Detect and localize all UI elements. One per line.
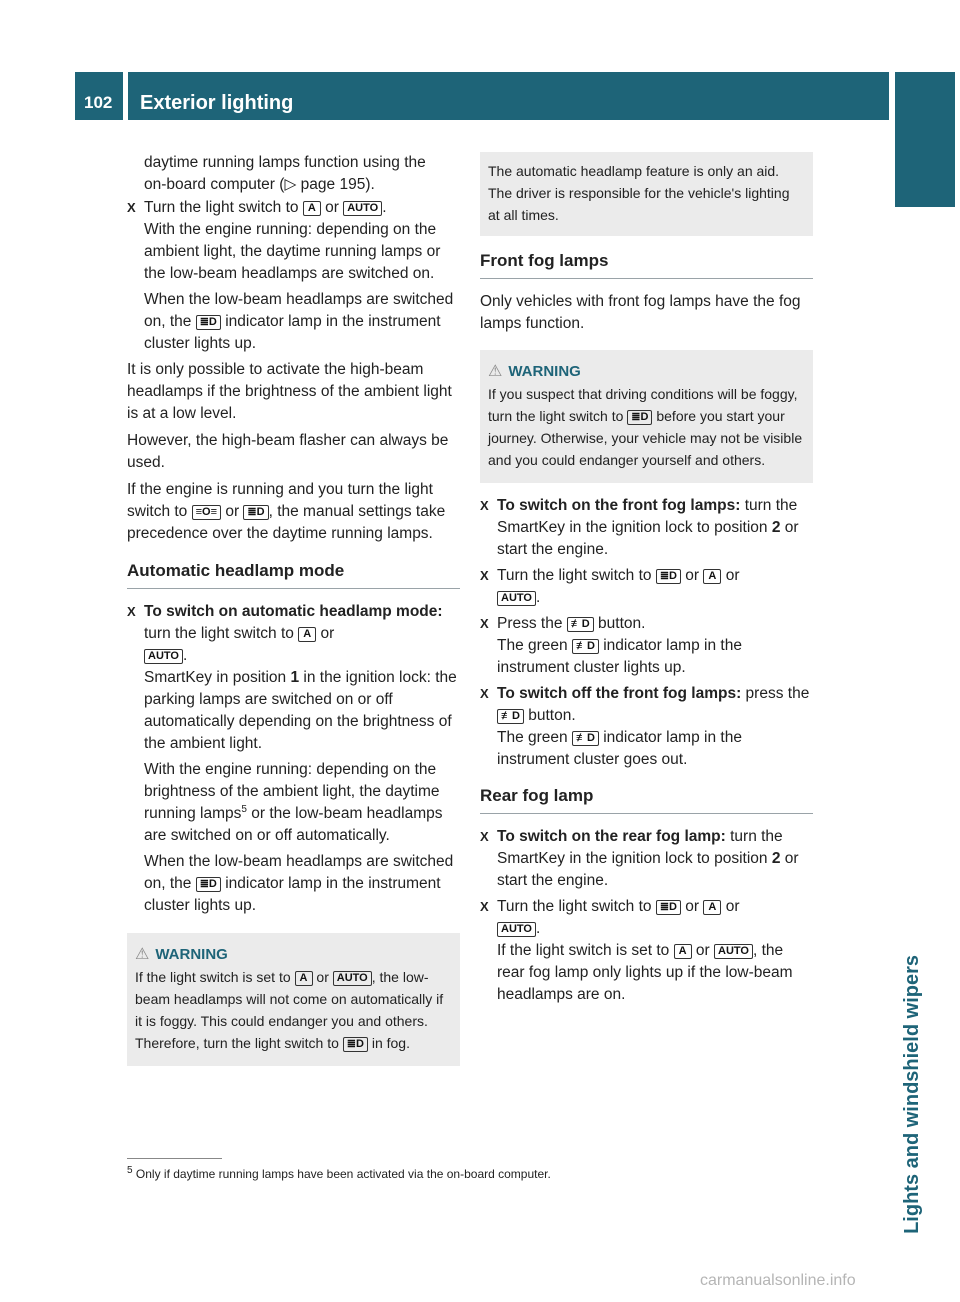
page-number: 102 <box>84 93 113 112</box>
auto-a-icon: A <box>674 944 692 959</box>
bullet-icon: X <box>480 686 489 701</box>
low-beam-icon: ≣D <box>656 900 681 915</box>
step-rear-fog-on: X To switch on the rear fog lamp: turn the SmartKey in the ignition lock to position 2 or start the engine. <box>480 828 799 889</box>
step-paragraph: The green ≢D indicator lamp in the instrument cluster lights up. <box>497 637 742 676</box>
bullet-icon: X <box>480 899 489 914</box>
step-paragraph: When the low-beam headlamps are switched on, the ≣D indicator lamp in the instrument cluster lights up. <box>144 853 454 914</box>
warning-header <box>135 943 452 966</box>
auto-a-icon: A <box>703 569 721 584</box>
warning-triangle-icon: ⚠ <box>488 363 503 380</box>
section-heading: Rear fog lamp <box>480 785 813 814</box>
auto-icon: AUTO <box>333 971 372 986</box>
fog-lamp-icon: ≢D <box>572 731 599 746</box>
page-title: Exterior lighting <box>140 92 294 114</box>
auto-icon: AUTO <box>497 922 536 937</box>
warning-header <box>488 360 805 383</box>
step-paragraph: When the low-beam headlamps are switched on, the ≣D indicator lamp in the instrument cluster lights up. <box>144 291 454 352</box>
warning-triangle-icon: ⚠ <box>135 946 150 963</box>
warning-box <box>127 933 460 1066</box>
step-paragraph: With the engine running: depending on the ambient light, the daytime running lamps or the low-beam headlamps are switched on. <box>144 221 441 282</box>
footnote-text: Only if daytime running lamps have been activated via the on-board computer. <box>135 1167 551 1181</box>
warning-text: If the light switch is set to A or AUTO , the low-beam headlamps will not come on automatically if it is foggy. This could endanger you and others. Therefore, turn the light switch to ≣D in fog. <box>135 969 444 1051</box>
fog-lamp-icon: ≢D <box>497 709 524 724</box>
left-column <box>127 152 460 1066</box>
auto-icon: AUTO <box>497 591 536 606</box>
watermark: carmanualsonline.info <box>700 1272 856 1289</box>
fog-lamp-icon: ≢D <box>567 617 594 632</box>
step-front-fog-off: X To switch off the front fog lamps: press the ≢D button. <box>480 685 810 724</box>
fog-lamp-icon: ≢D <box>572 639 599 654</box>
auto-a-icon: A <box>298 627 316 642</box>
step-paragraph: With the engine running: depending on the brightness of the ambient light, the daytime running lamps$^5$ or the low-beam headlamps are switched on or off automatically. <box>144 761 443 844</box>
auto-icon: AUTO <box>714 944 753 959</box>
bullet-icon: X <box>480 568 489 583</box>
note-box: The automatic headlamp feature is only an aid. The driver is responsible for the vehicle's lighting at all times. <box>480 152 813 236</box>
auto-a-icon: A <box>703 900 721 915</box>
bullet-icon: X <box>127 200 136 215</box>
footnote <box>127 1166 807 1182</box>
step-auto-headlamp: X To switch on automatic headlamp mode: turn the light switch to A or AUTO . <box>127 603 443 664</box>
auto-icon: AUTO <box>144 649 183 664</box>
low-beam-icon: ≣D <box>196 315 221 330</box>
low-beam-icon: ≣D <box>656 569 681 584</box>
auto-a-icon: A <box>295 971 313 986</box>
bullet-icon: X <box>127 604 136 619</box>
warning-title: WARNING <box>155 946 228 963</box>
step-light-switch: X Turn the light switch to ≣D or A or AUTO . <box>480 567 740 606</box>
bullet-icon: X <box>480 498 489 513</box>
right-column <box>480 152 813 1006</box>
side-tab-block <box>895 72 955 207</box>
warning-box <box>480 350 813 483</box>
intro-paragraph: daytime running lamps function using the on-board computer (▷ page 195). <box>144 154 426 193</box>
footnote-number: 5 <box>127 1165 133 1176</box>
body-paragraph: If the engine is running and you turn the light switch to ≡O≡ or ≣D , the manual settings take precedence over the daytime running lamps. <box>127 481 446 542</box>
bullet-icon: X <box>480 829 489 844</box>
side-lamps-icon: ≡O≡ <box>192 505 221 520</box>
section-heading: Automatic headlamp mode <box>127 560 460 589</box>
warning-title: WARNING <box>508 363 581 380</box>
step-paragraph: SmartKey in position 1 in the ignition lock: the parking lamps are switched on or off automatically depending on the brightness of the ambient light. <box>144 669 457 752</box>
footnote-rule <box>127 1158 222 1159</box>
body-paragraph: It is only possible to activate the high-beam headlamps if the brightness of the ambient light is at a low level. <box>127 361 452 422</box>
auto-a-icon: A <box>303 201 321 216</box>
warning-text: If you suspect that driving conditions will be foggy, turn the light switch to ≣D before you start your journey. Otherwise, your vehicle may not be visible and you could endanger yourself and others. <box>488 386 803 468</box>
step-paragraph: If the light switch is set to A or AUTO , the rear fog lamp only lights up if the low-beam headlamps are on. <box>497 942 793 1003</box>
low-beam-icon: ≣D <box>343 1037 368 1052</box>
step-light-switch: X Turn the light switch to ≣D or A or AUTO . <box>480 898 740 937</box>
step-paragraph: The green ≢D indicator lamp in the instrument cluster goes out. <box>497 729 742 768</box>
low-beam-icon: ≣D <box>627 410 652 425</box>
body-paragraph: However, the high-beam flasher can always be used. <box>127 432 449 471</box>
low-beam-icon: ≣D <box>243 505 268 520</box>
low-beam-icon: ≣D <box>196 877 221 892</box>
step-press-fog-button: X Press the ≢D button. <box>480 613 813 635</box>
bullet-icon: X <box>480 616 489 631</box>
section-heading: Front fog lamps <box>480 250 813 279</box>
step-light-switch: X Turn the light switch to A or AUTO . <box>127 197 460 219</box>
step-front-fog-on: X To switch on the front fog lamps: turn the SmartKey in the ignition lock to position 2 or start the engine. <box>480 497 799 558</box>
side-tab-label: Lights and windshield wipers <box>901 955 923 1234</box>
body-paragraph: Only vehicles with front fog lamps have the fog lamps function. <box>480 293 801 332</box>
auto-icon: AUTO <box>343 201 382 216</box>
